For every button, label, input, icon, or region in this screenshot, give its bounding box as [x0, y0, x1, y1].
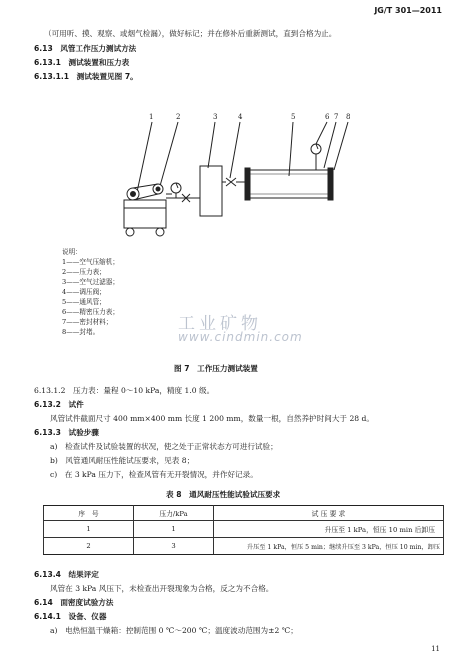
callout-6: 6	[325, 113, 330, 121]
callout-5: 5	[291, 113, 296, 121]
legend-item: 6——精密压力表；	[62, 308, 119, 316]
equipment-a: a) 电热恒温干燥箱：控制范围 0 ℃～200 ℃；温度波动范围为±2 ℃；	[50, 626, 298, 635]
legend-item: 1——空气压缩机；	[62, 258, 119, 266]
table-cell: 2	[44, 538, 134, 555]
evaluation-paragraph: 风管在 3 kPa 风压下，未检查出开裂现象为合格，反之为不合格。	[50, 584, 274, 593]
table-cell: 升压至 1 kPa，恒压 10 min 后卸压	[214, 521, 444, 538]
callout-7: 7	[334, 113, 339, 121]
section-heading-6-14: 6.14 面密度试验方法	[34, 598, 114, 607]
table-8-caption: 表 8 通风耐压性能试验试压要求	[166, 490, 281, 499]
callout-3: 3	[213, 113, 218, 121]
callout-1: 1	[149, 113, 154, 121]
page-number: 11	[431, 645, 440, 653]
section-heading-6-14-1: 6.14.1 设备、仪器	[34, 612, 107, 621]
watermark-title: 工业矿物	[178, 314, 262, 334]
step-b: b) 风管通风耐压性能试压要求，见表 8；	[50, 456, 195, 465]
legend-item: 2——压力表；	[62, 268, 106, 276]
table-cell: 1	[44, 521, 134, 538]
callout-2: 2	[176, 113, 181, 121]
section-heading-6-13-3: 6.13.3 试验步骤	[34, 428, 99, 437]
table-row	[44, 538, 444, 555]
legend-item: 3——空气过滤器；	[62, 278, 119, 286]
table-cell: 1	[134, 521, 214, 538]
table-cell: 升压至 1 kPa，恒压 5 min；继续升压至 3 kPa，恒压 10 min，卸压	[214, 538, 444, 555]
table-header: 压力/kPa	[134, 506, 214, 521]
compressor-base	[124, 200, 166, 228]
table-header: 试 压 要 求	[214, 506, 444, 521]
pressure-gauge-icon	[171, 183, 181, 193]
callout-4: 4	[238, 113, 243, 121]
table-8	[43, 505, 444, 555]
section-heading-6-13: 6.13 风管工作压力测试方法	[34, 44, 137, 53]
precision-gauge-icon	[311, 144, 321, 154]
section-heading-6-13-1: 6.13.1 测试装置和压力表	[34, 58, 130, 67]
air-filter	[200, 166, 222, 216]
section-heading-6-13-1-1: 6.13.1.1 测试装置见图 7。	[34, 72, 138, 81]
table-row	[44, 521, 444, 538]
intro-paragraph: （可用听、摸、观察、或烟气检漏），做好标记；并在修补后重新测试，直到合格为止。	[44, 29, 337, 38]
table-header: 序 号	[44, 506, 134, 521]
section-6-13-1-2: 6.13.1.2 压力表：量程 0～10 kPa，精度 1.0 级。	[34, 386, 215, 395]
standard-number: JG/T 301—2011	[374, 6, 442, 15]
table-cell: 3	[134, 538, 214, 555]
legend-item: 7——密封材料；	[62, 318, 113, 326]
legend-item: 8——封堵。	[62, 328, 100, 336]
callout-8: 8	[346, 113, 351, 121]
figure-caption: 图 7 工作压力测试装置	[174, 364, 258, 373]
legend-item: 5——通风管；	[62, 298, 106, 306]
section-heading-6-13-4: 6.13.4 结果评定	[34, 570, 99, 579]
legend-title: 说明：	[62, 248, 82, 256]
section-heading-6-13-2: 6.13.2 试件	[34, 400, 84, 409]
watermark-url: www.cindmin.com	[178, 330, 303, 344]
step-a: a) 检查试件及试验装置的状况，使之处于正常状态方可进行试验；	[50, 442, 278, 451]
legend-item: 4——调压阀；	[62, 288, 106, 296]
step-c: c) 在 3 kPa 压力下，检查风管有无开裂情况，并作好记录。	[50, 470, 258, 479]
specimen-paragraph: 风管试件截面尺寸 400 mm×400 mm 长度 1 200 mm，数量一根，自然养护时间大于 28 d。	[50, 414, 374, 423]
